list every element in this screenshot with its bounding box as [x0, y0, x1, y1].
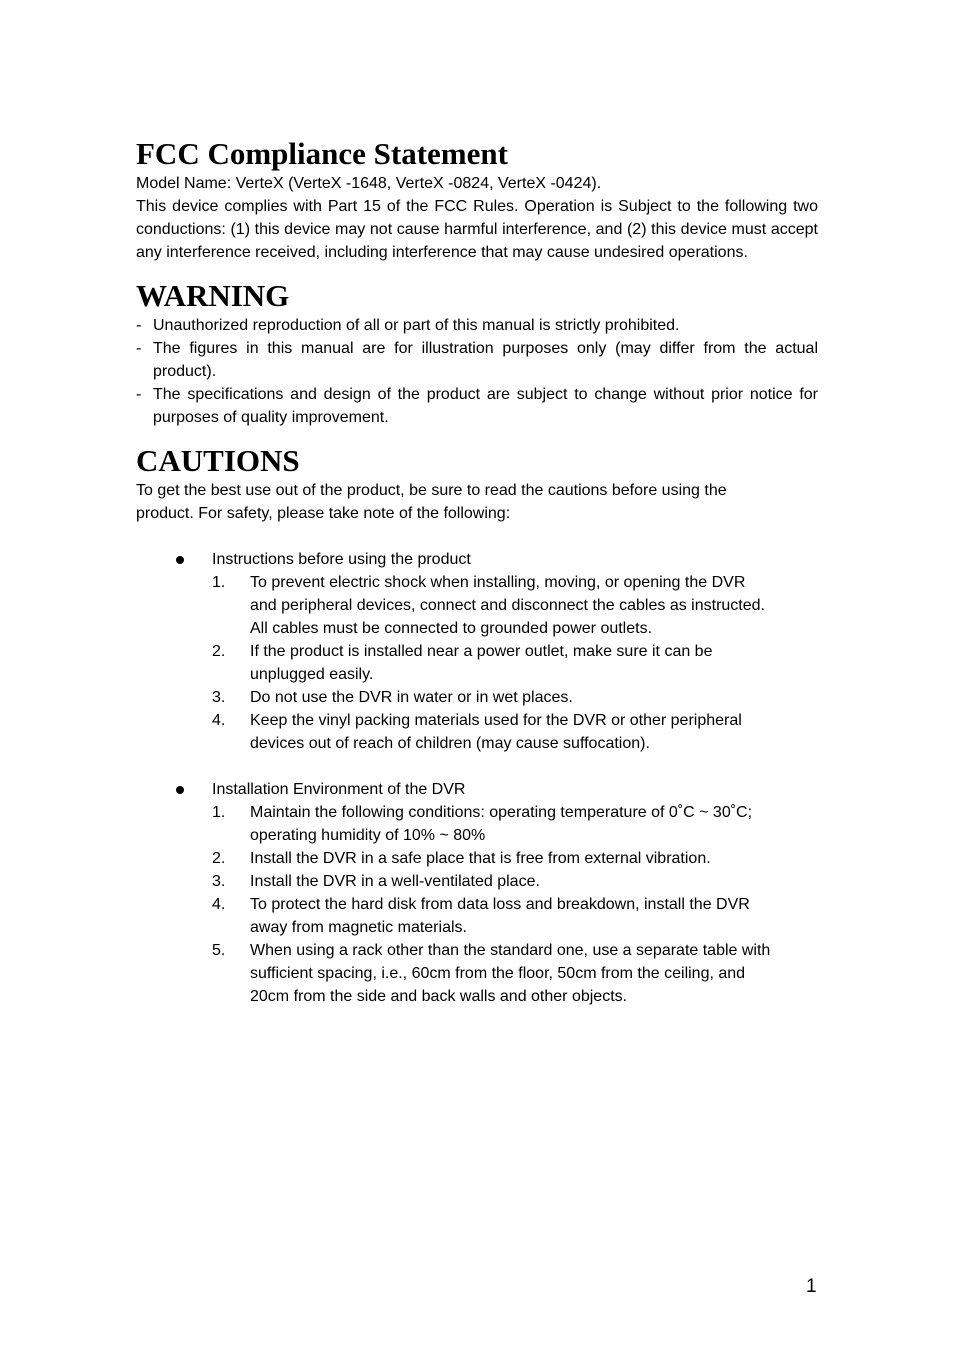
cautions-section	[136, 443, 818, 1008]
item-number: 5.	[212, 942, 226, 959]
cautions-title: CAUTIONS	[136, 443, 300, 478]
item-line: To prevent electric shock when installing, moving, or opening the DVR	[250, 574, 746, 591]
item-number: 4.	[212, 896, 226, 913]
warning-title: WARNING	[136, 278, 290, 313]
item-line: unplugged easily.	[250, 666, 374, 683]
warning-item	[136, 337, 818, 383]
item-line: To protect the hard disk from data loss and breakdown, install the DVR	[250, 896, 750, 913]
dash-marker: -	[136, 317, 142, 334]
item-line: and peripheral devices, connect and disconnect the cables as instructed.	[250, 597, 765, 614]
item-number: 2.	[212, 643, 226, 660]
caution-item	[212, 686, 818, 709]
warning-item	[136, 383, 818, 429]
item-number: 4.	[212, 712, 226, 729]
page-number: 1	[806, 1276, 817, 1297]
item-line: Install the DVR in a well-ventilated place.	[250, 873, 540, 890]
fcc-section	[136, 136, 818, 264]
item-line: operating humidity of 10% ~ 80%	[250, 827, 486, 844]
caution-item	[212, 640, 818, 686]
caution-group-instructions	[212, 548, 818, 755]
cautions-intro-line: To get the best use out of the product, be sure to read the cautions before using the	[136, 482, 727, 499]
item-line: Install the DVR in a safe place that is free from external vibration.	[250, 850, 711, 867]
item-line: devices out of reach of children (may cause suffocation).	[250, 735, 650, 752]
item-line: sufficient spacing, i.e., 60cm from the floor, 50cm from the ceiling, and	[250, 965, 746, 982]
model-name-line: Model Name: VerteX (VerteX -1648, VerteX -0824, VerteX -0424).	[136, 175, 602, 192]
item-line: When using a rack other than the standard one, use a separate table with	[250, 942, 771, 959]
warning-list	[136, 314, 818, 429]
item-line: All cables must be connected to grounded power outlets.	[250, 620, 653, 637]
warning-item-text: The figures in this manual are for illustration purposes only (may differ from the actual product).	[153, 340, 818, 380]
warning-item-text: Unauthorized reproduction of all or part of this manual is strictly prohibited.	[153, 317, 680, 334]
item-number: 2.	[212, 850, 226, 867]
caution-item	[212, 870, 818, 893]
fcc-statement-body: This device complies with Part 15 of the FCC Rules. Operation is Subject to the following two conductions: (1) this device may not cause harmful interference, and (2) this device must accept any interference received, including interference that may cause undesired operations.	[136, 198, 818, 261]
dash-marker: -	[136, 340, 142, 357]
item-number: 3.	[212, 873, 226, 890]
caution-item	[212, 847, 818, 870]
caution-items-list	[212, 571, 818, 755]
dash-marker: -	[136, 386, 142, 403]
caution-group-heading: Instructions before using the product	[212, 551, 471, 568]
document-page	[136, 136, 818, 1008]
fcc-title: FCC Compliance Statement	[136, 136, 508, 171]
item-number: 1.	[212, 574, 226, 591]
item-line: If the product is installed near a power outlet, make sure it can be	[250, 643, 713, 660]
warning-section	[136, 278, 818, 429]
caution-item	[212, 939, 818, 1008]
caution-item	[212, 801, 818, 847]
item-number: 3.	[212, 689, 226, 706]
caution-item	[212, 709, 818, 755]
warning-item-text: The specifications and design of the product are subject to change without prior notice for purposes of quality improvement.	[153, 386, 818, 426]
item-line: Do not use the DVR in water or in wet places.	[250, 689, 573, 706]
bullet-dot-icon	[176, 786, 184, 794]
warning-item	[136, 314, 818, 337]
caution-group-environment	[212, 778, 818, 1008]
caution-item	[212, 893, 818, 939]
item-line: Keep the vinyl packing materials used for the DVR or other peripheral	[250, 712, 742, 729]
caution-group-heading: Installation Environment of the DVR	[212, 781, 466, 798]
item-line: 20cm from the side and back walls and other objects.	[250, 988, 628, 1005]
item-line: Maintain the following conditions: operating temperature of 0˚C ~ 30˚C;	[250, 804, 753, 821]
cautions-intro-line: product. For safety, please take note of the following:	[136, 505, 511, 522]
item-number: 1.	[212, 804, 226, 821]
caution-items-list	[212, 801, 818, 1008]
caution-item	[212, 571, 818, 640]
bullet-dot-icon	[176, 556, 184, 564]
item-line: away from magnetic materials.	[250, 919, 467, 936]
